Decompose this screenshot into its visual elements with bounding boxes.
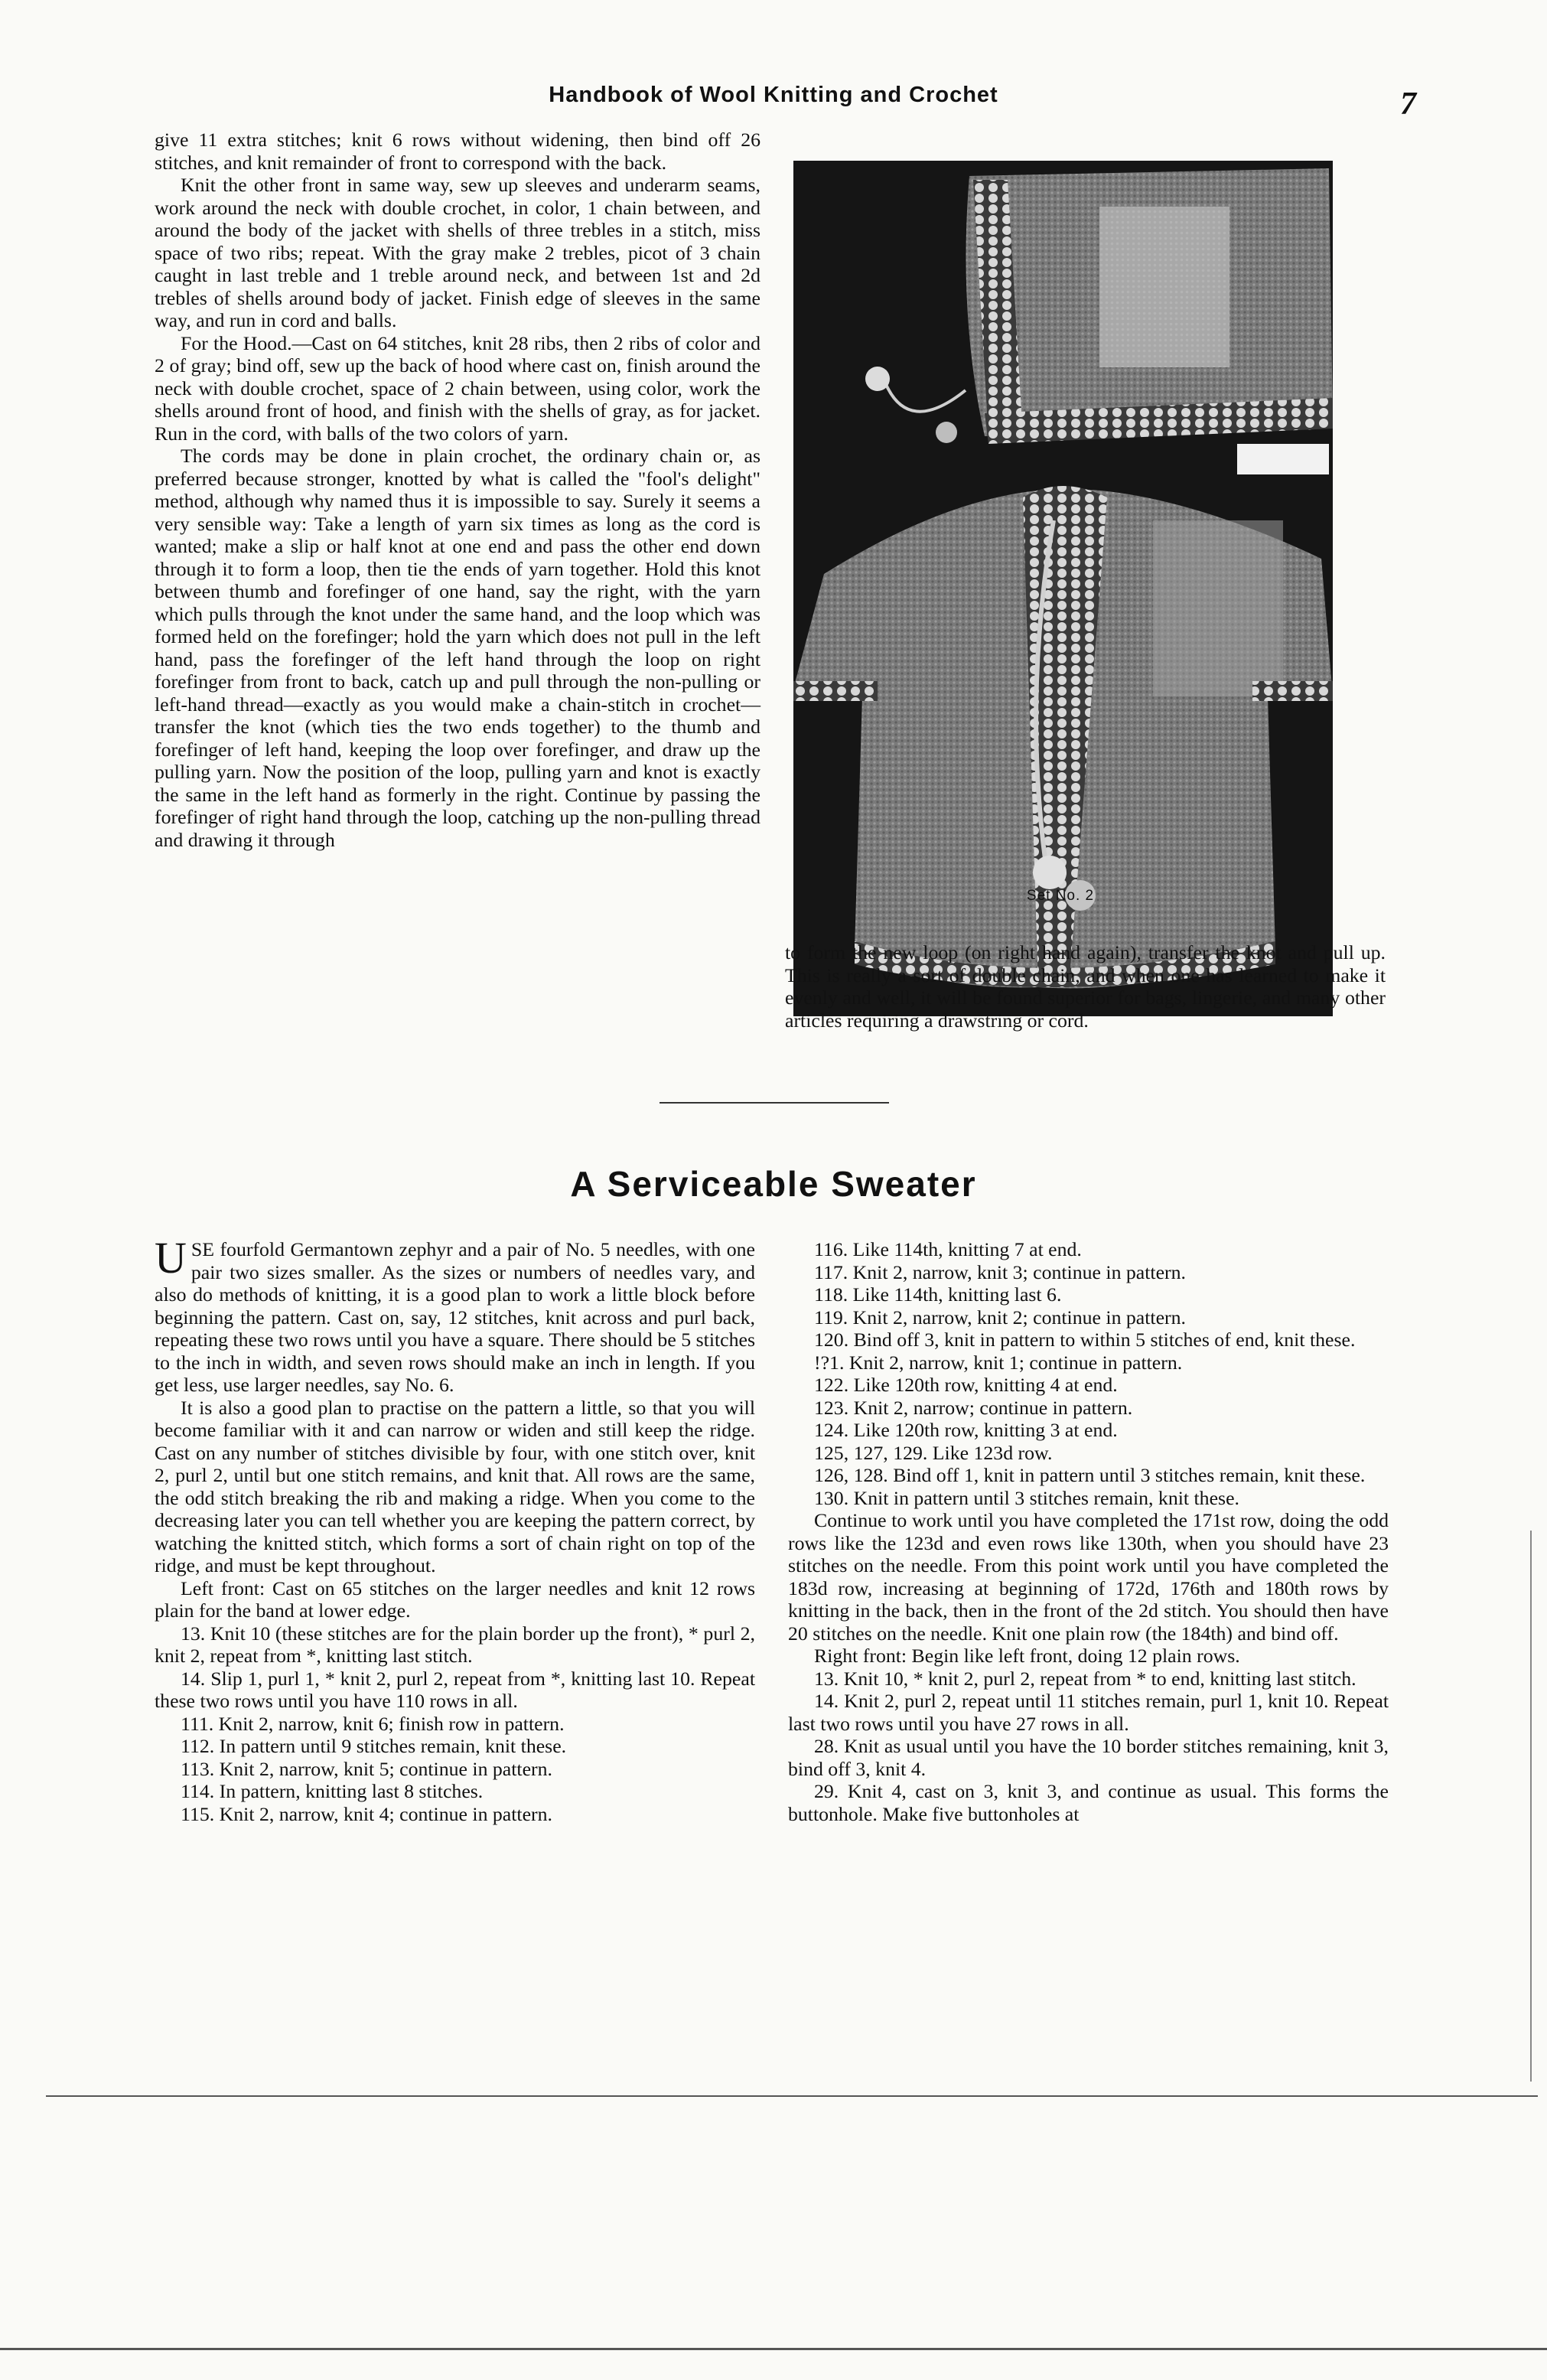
drop-cap: U [155, 1233, 187, 1283]
row-instruction: 13. Knit 10, * knit 2, purl 2, repeat from * to end, knitting last stitch. [814, 1667, 1356, 1690]
running-header: Handbook of Wool Knitting and Crochet [549, 83, 998, 107]
row-instruction: 28. Knit as usual until you have the 10 border stitches remaining, knit 3, bind off 3, knit 4. [788, 1735, 1389, 1780]
row-instruction: 29. Knit 4, cast on 3, knit 3, and continue as usual. This forms the buttonhole. Make five buttonholes at [788, 1780, 1389, 1825]
sweater-right-column [788, 1238, 1389, 1825]
row-instruction: 116. Like 114th, knitting 7 at end. [814, 1238, 1082, 1260]
row-instruction: !?1. Knit 2, narrow, knit 1; continue in pattern. [814, 1351, 1183, 1374]
intro-text: SE fourfold Germantown zephyr and a pair of No. 5 needles, with one pair two sizes smaller. As the sizes or numbers of needles vary, and also do methods of knitting, it is a good plan to work a little block before beginning the pattern. Cast on, say, 12 stitches, knit across and purl back, repeating these two rows until you have a square. There should be 5 stitches to the inch in width, and seven rows should make an inch in length. If you get less, use larger needles, say No. 6. [155, 1238, 755, 1396]
page-bottom-edge [0, 2348, 1547, 2350]
row-instruction: 126, 128. Bind off 1, knit in pattern until 3 stitches remain, knit these. [814, 1464, 1366, 1486]
bottom-rule [46, 2095, 1538, 2097]
section-title: A Serviceable Sweater [570, 1164, 977, 1204]
paragraph: 13. Knit 10 (these stitches are for the plain border up the front), * purl 2, knit 2, repeat from *, knitting last stitch. [155, 1622, 755, 1667]
top-right-text [785, 941, 1386, 1032]
photo-caption: Set No. 2 [1026, 888, 1095, 904]
paragraph: The cords may be done in plain crochet, the ordinary chain or, as preferred because stronger, knotted by what is called the "fool's delight" method, although why named thus it is impossible to say. Surely it seems a very sensible way: Take a length of yarn six times as long as the cord is wanted; make a slip or half knot at one end and pass the other end down through it to form a loop, then tie the ends of yarn together. Hold this knot between thumb and forefinger of one hand, say the right, with the yarn which pulls through the knot under the same hand, and the loop which was formed held on the forefinger; hold the yarn which does not pull in the left hand, pass the forefinger of the left hand through the loop on right forefinger from front to back, catch up and pull through the non-pulling or left-hand thread—exactly as you would make a chain-stitch in crochet—transfer the knot (which ties the two ends together) to the thumb and forefinger of left hand, keeping the loop over forefinger, and draw up the pulling yarn. Now the position of the loop, pulling yarn and knot is exactly the same in the left hand as formerly in the right. Continue by passing the forefinger of right hand through the loop, catching up the non-pulling thread and drawing it through [155, 445, 760, 851]
paragraph: It is also a good plan to practise on the pattern a little, so that you will become familiar with it and can narrow or widen and still keep the ridge. Cast on any number of stitches divisible by four, with one stitch over, knit 2, purl 2, until but one stitch remains, and knit that. All rows are the same, the odd stitch breaking the rib and making a ridge. When you come to the decreasing later you can tell whether you are keeping the pattern correct, by watching the knitted stitch, which forms a sort of chain right on top of the ridge, and must be kept throughout. [155, 1396, 755, 1576]
paragraph: give 11 extra stitches; knit 6 rows without widening, then bind off 26 stitches, and knit remainder of front to correspond with the back. [155, 129, 760, 174]
row-instruction: 112. In pattern until 9 stitches remain, knit these. [181, 1735, 567, 1757]
row-instruction: 14. Knit 2, purl 2, repeat until 11 stitches remain, purl 1, knit 10. Repeat last two rows until you have 27 rows in all. [788, 1690, 1389, 1735]
paragraph: Left front: Cast on 65 stitches on the larger needles and knit 12 rows plain for the band at lower edge. [155, 1576, 755, 1622]
row-instruction: 122. Like 120th row, knitting 4 at end. [814, 1374, 1118, 1396]
paragraph: Right front: Begin like left front, doing 12 plain rows. [814, 1645, 1240, 1667]
page-number: 7 [1400, 86, 1416, 122]
top-left-column [155, 129, 760, 851]
paragraph: For the Hood.—Cast on 64 stitches, knit 28 ribs, then 2 ribs of color and 2 of gray; bind off, sew up the back of hood where cast on, finish around the neck with double crochet, space of 2 chain between, using color, work the shells around front of hood, and finish with the shells of gray, as for jacket. Run in the cord, with balls of the two colors of yarn. [155, 331, 760, 445]
paragraph: to form the new loop (on right hand again), transfer the knot and pull up. This is really a sort of double chain, and when one has learned to make it evenly and well, it will be found superior for bags, lingerie, and many other articles requiring a drawstring or cord. [785, 941, 1386, 1032]
row-instruction: 113. Knit 2, narrow, knit 5; continue in pattern. [181, 1757, 552, 1780]
row-instruction: 114. In pattern, knitting last 8 stitches. [181, 1780, 484, 1802]
row-instruction: 124. Like 120th row, knitting 3 at end. [814, 1419, 1118, 1441]
row-instruction: 117. Knit 2, narrow, knit 3; continue in pattern. [814, 1260, 1186, 1283]
row-instruction: 120. Bind off 3, knit in pattern to within 5 stitches of end, knit these. [814, 1329, 1356, 1351]
sweater-left-column [155, 1233, 755, 1825]
section-divider [660, 1102, 889, 1104]
row-instruction: 119. Knit 2, narrow, knit 2; continue in pattern. [814, 1306, 1186, 1329]
row-instruction: 118. Like 114th, knitting last 6. [814, 1283, 1062, 1306]
row-instruction: 123. Knit 2, narrow; continue in pattern. [814, 1396, 1133, 1419]
row-instruction: 125, 127, 129. Like 123d row. [814, 1441, 1053, 1464]
paragraph: 14. Slip 1, purl 1, * knit 2, purl 2, repeat from *, knitting last 10. Repeat these two rows until you have 110 rows in all. [155, 1667, 755, 1712]
paragraph: Knit the other front in same way, sew up sleeves and underarm seams, work around the neck with double crochet, in color, 1 chain between, and around the body of the jacket with shells of three trebles in a stitch, miss space of two ribs; repeat. With the gray make 2 trebles, picot of 3 chain caught in last treble and 1 treble around neck, and between 1st and 2d trebles of shells around body of jacket. Finish edge of sleeves in the same way, and run in cord and balls. [155, 174, 760, 331]
paragraph: Continue to work until you have completed the 171st row, doing the odd rows like the 123d and even rows like 130th, when you should have 23 stitches on the needle. From this point work until you have completed the 183d row, increasing at beginning of 172d, 176th and 180th rows by knitting in the back, then in the front of the 2d stitch. You should then have 20 stitches on the needle. Knit one plain row (the 184th) and bind off. [788, 1509, 1389, 1645]
right-edge-line [1530, 1531, 1532, 2082]
row-instruction: 115. Knit 2, narrow, knit 4; continue in pattern. [181, 1802, 552, 1825]
row-instruction: 111. Knit 2, narrow, knit 6; finish row in pattern. [181, 1712, 565, 1735]
row-instruction: 130. Knit in pattern until 3 stitches remain, knit these. [814, 1486, 1239, 1509]
intro-paragraph [155, 1233, 755, 1397]
